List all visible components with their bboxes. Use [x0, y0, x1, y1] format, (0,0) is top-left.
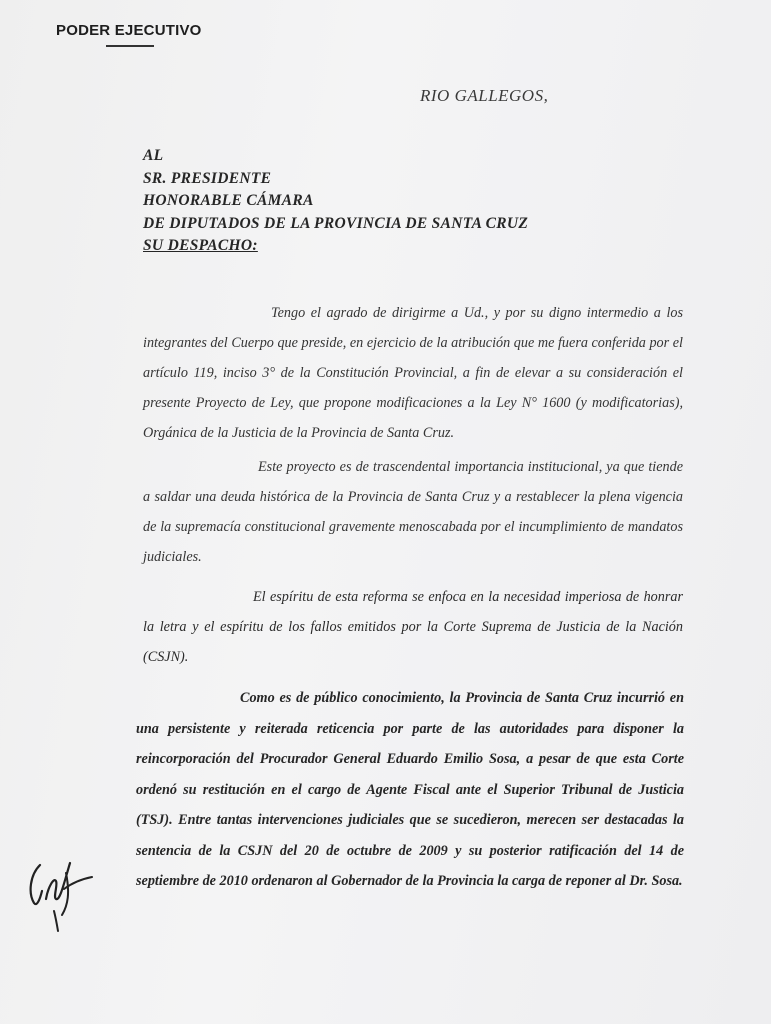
- addressee-line-4: DE DIPUTADOS DE LA PROVINCIA DE SANTA CRUZ: [143, 214, 529, 232]
- addressee-block: [143, 145, 528, 258]
- paragraph-1-text: Tengo el agrado de dirigirme a Ud., y por su digno intermedio a los integrantes del Cuerpo que preside, en ejercicio de la atribución que me fuera conferida por el artículo 119, inciso 3° de la Constitución Provincial, a fin de elevar a su consideración el presente Proyecto de Ley, que propone modificaciones a la Ley N° 1600 (y modificatorias), Orgánica de la Justicia de la Provincia de Santa Cruz.: [143, 305, 683, 441]
- addressee-line-1: AL: [143, 147, 164, 164]
- addressee-line-5: SU DESPACHO:: [143, 237, 258, 254]
- paragraph-2-text: Este proyecto es de trascendental importancia institucional, ya que tiende a saldar una deuda histórica de la Provincia de Santa Cruz y a restablecer la plena vigencia de la supremacía constitucional gravemente menoscabada por el incumplimiento de mandatos judiciales.: [143, 459, 683, 565]
- body-paragraph-4: [136, 683, 684, 897]
- addressee-line-3: HONORABLE CÁMARA: [143, 192, 314, 209]
- paragraph-4-text: Como es de público conocimiento, la Provincia de Santa Cruz incurrió en una persistente y reiterada reticencia por parte de las autoridades para disponer la reincorporación del Procurador General Eduardo Emilio Sosa, a pesar de que esta Corte ordenó su restitución en el cargo de Agente Fiscal ante el Superior Tribunal de Justicia (TSJ). Entre tantas intervenciones judiciales que se sucedieron, merecen ser destacadas la sentencia de la CSJN del 20 de octubre de 2009 y su posterior ratificación del 14 de septiembre de 2010 ordenaron al Gobernador de la Provincia la carga de reponer al Dr. Sosa.: [136, 690, 684, 889]
- body-paragraph-2: [143, 452, 683, 572]
- body-paragraph-3: [143, 582, 683, 672]
- handwritten-signature: [26, 853, 98, 935]
- page-header: PODER EJECUTIVO: [56, 22, 202, 39]
- place-line: RIO GALLEGOS,: [420, 86, 549, 105]
- paragraph-3-text: El espíritu de esta reforma se enfoca en la necesidad imperiosa de honrar la letra y el espíritu de los fallos emitidos por la Corte Suprema de Justicia de la Nación (CSJN).: [143, 589, 683, 665]
- addressee-line-2: SR. PRESIDENTE: [143, 169, 272, 187]
- header-underline: [106, 45, 154, 47]
- body-paragraph-1: [143, 298, 683, 448]
